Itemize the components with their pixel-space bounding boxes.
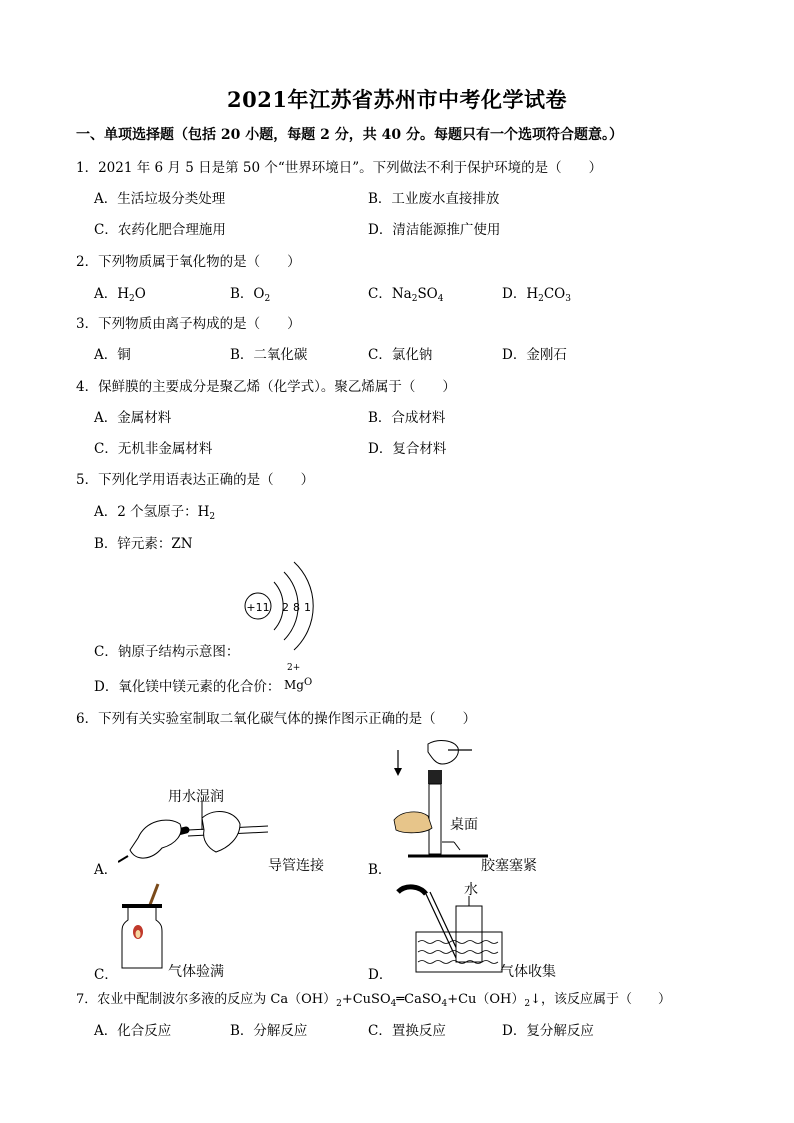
fig-c-caption: 气体验满 [168, 964, 224, 980]
mg-charge-label: 2+ [287, 663, 301, 673]
q2-option-d: D．$H_2CO_3$ [502, 286, 571, 304]
q1-option-b: B．工业废水直接排放 [368, 191, 500, 207]
fig-b-label: 桌面 [450, 817, 478, 833]
q4-option-a: A．金属材料 [94, 410, 172, 426]
q4-option-d: D．复合材料 [368, 441, 447, 457]
q3-option-a: A．铜 [94, 347, 131, 363]
q2-option-a: A．$H_2O$ [94, 286, 146, 304]
q2-option-b: B．$O_2$ [230, 286, 271, 304]
q1-option-a: A．生活垃圾分类处理 [94, 191, 226, 207]
q6-stem: 6．下列有关实验室制取二氧化碳气体的操作图示正确的是（ ） [76, 711, 477, 727]
q3-option-c: C．氯化钠 [368, 347, 433, 363]
q4-option-c: C．无机非金属材料 [94, 441, 213, 457]
q3-option-d: D．金刚石 [502, 347, 567, 363]
page-title: 2021年江苏省苏州市中考化学试卷 [227, 87, 567, 112]
q7-option-c: C．置换反应 [368, 1023, 446, 1039]
fig-b-caption: 胶塞塞紧 [481, 858, 537, 874]
q3-stem: 3．下列物质由离子构成的是（ ） [76, 316, 301, 332]
q6-option-b: B． [368, 862, 392, 878]
nucleus-label: +11 [246, 601, 270, 614]
section-heading: 一、单项选择题（包括 20 小题，每题 2 分，共 40 分。每题只有一个选项符合题意。） [76, 127, 623, 143]
q5-option-c: C．钠原子结构示意图： [94, 644, 240, 660]
q4-option-b: B．合成材料 [368, 410, 446, 426]
shell-electrons-3: 1 [304, 601, 311, 614]
fig-b-stopper-press [388, 738, 488, 862]
q6-option-c: C． [94, 967, 118, 983]
fig-a-top-label: 用水湿润 [168, 789, 224, 805]
q7-stem: 7．农业中配制波尔多液的反应为 $Ca(OH)_2+CuSO_4═CaSO_4+Cu(OH)_2↓$，该反应属于（ ） [76, 992, 672, 1009]
q5-option-a: A．2 个氢原子：$H_2$ [94, 504, 216, 522]
shell-electrons-1: 2 [282, 601, 289, 614]
q5-stem: 5．下列化学用语表达正确的是（ ） [76, 472, 315, 488]
q1-option-c: C．农药化肥合理施用 [94, 222, 226, 238]
sodium-atom-diagram [236, 556, 326, 660]
fig-a-tube-connection [118, 800, 278, 870]
q7-option-b: B．分解反应 [230, 1023, 308, 1039]
q5-option-b: B．锌元素：ZN [94, 536, 193, 552]
fig-d-label: 水 [464, 882, 478, 898]
q2-option-c: C．$Na_2SO_4$ [368, 286, 444, 304]
q3-option-b: B．二氧化碳 [230, 347, 308, 363]
fig-a-caption: 导管连接 [268, 858, 324, 874]
fig-c-gas-test [118, 880, 170, 972]
q6-option-d: D． [368, 967, 393, 983]
q2-stem: 2．下列物质属于氧化物的是（ ） [76, 254, 301, 270]
mg-formula: $Mg^O$ [284, 677, 313, 692]
shell-electrons-2: 8 [293, 601, 300, 614]
fig-d-caption: 气体收集 [500, 964, 556, 980]
q1-stem: 1．2021 年 6 月 5 日是第 50 个“世界环境日”。下列做法不利于保护环境的是（ ） [76, 160, 603, 176]
q7-option-a: A．化合反应 [94, 1023, 172, 1039]
q6-option-a: A． [94, 862, 118, 878]
q1-option-d: D．清洁能源推广使用 [368, 222, 501, 238]
q4-stem: 4．保鲜膜的主要成分是聚乙烯（化学式）。聚乙烯属于（ ） [76, 379, 456, 395]
q5-option-d: D．氧化镁中镁元素的化合价： [94, 679, 281, 695]
q7-option-d: D．复分解反应 [502, 1023, 594, 1039]
fig-d-gas-collection [396, 884, 506, 976]
